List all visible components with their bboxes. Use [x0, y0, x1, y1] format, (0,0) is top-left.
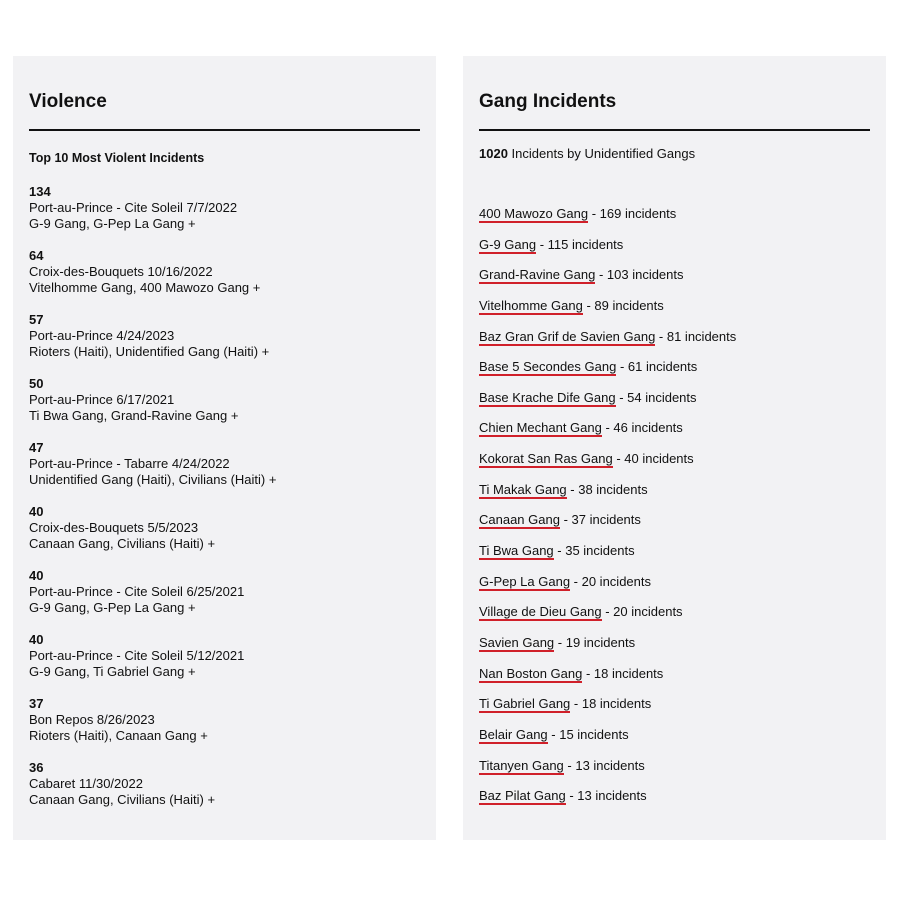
- incident-actors[interactable]: Canaan Gang, Civilians (Haiti) +: [29, 792, 216, 807]
- gang-incident-count: - 13 incidents: [563, 757, 645, 773]
- unidentified-label: Incidents by Unidentified Gangs: [507, 146, 696, 161]
- violence-panel: [13, 56, 436, 840]
- gang-list-item: [479, 267, 736, 298]
- incident-actors[interactable]: Rioters (Haiti), Unidentified Gang (Haiti) +: [29, 344, 270, 359]
- unidentified-count: 1020: [479, 146, 508, 161]
- incident-actors[interactable]: Vitelhomme Gang, 400 Mawozo Gang +: [29, 280, 261, 295]
- incident-item: [29, 376, 276, 440]
- gang-incident-count: - 13 incidents: [565, 788, 647, 804]
- incident-fatalities: 57: [29, 312, 44, 327]
- incident-fatalities: 40: [29, 632, 44, 647]
- incident-item: [29, 248, 276, 312]
- incident-location: Bon Repos 8/26/2023: [29, 712, 155, 727]
- gang-link[interactable]: Ti Bwa Gang: [479, 543, 554, 559]
- gang-link[interactable]: Titanyen Gang: [479, 757, 564, 773]
- incident-item: [29, 696, 276, 760]
- incident-item: [29, 632, 276, 696]
- incident-location: Port-au-Prince 4/24/2023: [29, 328, 175, 343]
- gang-link[interactable]: Savien Gang: [479, 634, 555, 650]
- incident-item: [29, 312, 276, 376]
- incident-actors[interactable]: Canaan Gang, Civilians (Haiti) +: [29, 536, 216, 551]
- incident-actors[interactable]: G-9 Gang, Ti Gabriel Gang +: [29, 664, 196, 679]
- gang-incident-count: - 19 incidents: [554, 634, 636, 650]
- gang-list-item: [479, 451, 736, 482]
- incident-actors[interactable]: G-9 Gang, G-Pep La Gang +: [29, 216, 196, 231]
- gang-incident-count: - 54 incidents: [615, 389, 697, 405]
- gang-incident-count: - 18 incidents: [582, 665, 664, 681]
- incident-location: Croix-des-Bouquets 5/5/2023: [29, 520, 199, 535]
- gang-incident-count: - 35 incidents: [553, 543, 635, 559]
- gang-list-item: [479, 482, 736, 513]
- gang-incident-count: - 61 incidents: [616, 359, 698, 375]
- incident-fatalities: 37: [29, 696, 44, 711]
- gang-link[interactable]: Kokorat San Ras Gang: [479, 451, 613, 467]
- gang-list-item: [479, 666, 736, 697]
- gang-list: [479, 206, 736, 819]
- incident-fatalities: 40: [29, 568, 44, 583]
- incident-fatalities: 50: [29, 376, 44, 391]
- gang-list-item: [479, 758, 736, 789]
- incident-location: Port-au-Prince - Cite Soleil 5/12/2021: [29, 648, 245, 663]
- incident-item: [29, 184, 276, 248]
- violence-title: Violence: [29, 91, 107, 112]
- gang-incident-count: - 20 incidents: [570, 573, 651, 589]
- incident-location: Cabaret 11/30/2022: [29, 776, 143, 791]
- gang-incident-count: - 115 incidents: [536, 236, 624, 252]
- incident-location: Port-au-Prince - Cite Soleil 6/25/2021: [29, 584, 245, 599]
- gang-link[interactable]: Village de Dieu Gang: [479, 604, 602, 620]
- gang-list-item: [479, 696, 736, 727]
- unidentified-gangs-summary: [479, 146, 695, 162]
- gang-incident-count: - 15 incidents: [547, 726, 629, 742]
- gang-link[interactable]: Ti Makak Gang: [479, 481, 567, 497]
- gang-link[interactable]: Baz Pilat Gang: [479, 788, 566, 804]
- gang-list-item: [479, 727, 736, 758]
- gang-list-item: [479, 788, 736, 819]
- incident-location: Croix-des-Bouquets 10/16/2022: [29, 264, 213, 279]
- incident-item: [29, 440, 276, 504]
- gang-list-item: [479, 359, 736, 390]
- gang-list-item: [479, 635, 736, 666]
- gang-link[interactable]: Ti Gabriel Gang: [479, 696, 571, 712]
- gang-link[interactable]: Vitelhomme Gang: [479, 297, 583, 313]
- incident-item: [29, 568, 276, 632]
- gang-link[interactable]: Nan Boston Gang: [479, 665, 583, 681]
- gang-incident-count: - 18 incidents: [570, 696, 652, 712]
- gang-link[interactable]: Baz Gran Grif de Savien Gang: [479, 328, 656, 344]
- gang-incident-count: - 46 incidents: [601, 420, 683, 436]
- incident-actors[interactable]: G-9 Gang, G-Pep La Gang +: [29, 600, 196, 615]
- gang-link[interactable]: Base 5 Secondes Gang: [479, 359, 617, 375]
- incident-location: Port-au-Prince 6/17/2021: [29, 392, 175, 407]
- gang-incident-count: - 20 incidents: [601, 604, 683, 620]
- gang-link[interactable]: Belair Gang: [479, 726, 548, 742]
- incident-location: Port-au-Prince - Cite Soleil 7/7/2022: [29, 200, 238, 215]
- gang-link[interactable]: G-9 Gang: [479, 236, 537, 252]
- incident-list: [29, 184, 276, 824]
- violence-divider: [29, 129, 420, 131]
- incident-fatalities: 40: [29, 504, 44, 519]
- gang-list-item: [479, 604, 736, 635]
- gang-list-item: [479, 420, 736, 451]
- incident-fatalities: 64: [29, 248, 44, 263]
- gang-incident-count: - 37 incidents: [559, 512, 641, 528]
- incident-location: Port-au-Prince - Tabarre 4/24/2022: [29, 456, 230, 471]
- incident-actors[interactable]: Rioters (Haiti), Canaan Gang +: [29, 728, 208, 743]
- gang-link[interactable]: 400 Mawozo Gang: [479, 206, 589, 221]
- gang-incidents-divider: [479, 129, 870, 131]
- incident-actors[interactable]: Unidentified Gang (Haiti), Civilians (Haiti) +: [29, 472, 277, 487]
- top-incidents-heading: Top 10 Most Violent Incidents: [29, 151, 205, 165]
- incident-fatalities: 36: [29, 760, 44, 775]
- gang-list-item: [479, 298, 736, 329]
- gang-link[interactable]: Canaan Gang: [479, 512, 560, 528]
- gang-list-item: [479, 574, 736, 605]
- gang-list-item: [479, 329, 736, 360]
- incident-item: [29, 504, 276, 568]
- gang-link[interactable]: Grand-Ravine Gang: [479, 267, 596, 283]
- gang-incident-count: - 38 incidents: [566, 481, 648, 497]
- gang-incident-count: - 89 incidents: [582, 297, 664, 313]
- gang-incident-count: - 40 incidents: [612, 451, 694, 467]
- gang-link[interactable]: G-Pep La Gang: [479, 573, 571, 589]
- gang-list-item: [479, 237, 736, 268]
- gang-list-item: [479, 206, 736, 237]
- incident-item: [29, 760, 276, 824]
- gang-link[interactable]: Base Krache Dife Gang: [479, 389, 616, 405]
- gang-incidents-panel: [463, 56, 886, 840]
- incident-fatalities: 47: [29, 440, 44, 455]
- incident-actors[interactable]: Ti Bwa Gang, Grand-Ravine Gang +: [29, 408, 239, 423]
- gang-incidents-title: Gang Incidents: [479, 91, 617, 112]
- gang-incident-count: - 103 incidents: [595, 267, 684, 283]
- gang-link[interactable]: Chien Mechant Gang: [479, 420, 602, 436]
- gang-list-item: [479, 543, 736, 574]
- gang-list-item: [479, 390, 736, 421]
- gang-list-item: [479, 512, 736, 543]
- incident-fatalities: 134: [29, 184, 51, 199]
- gang-incident-count: - 81 incidents: [655, 328, 737, 344]
- gang-incident-count: - 169 incidents: [588, 206, 677, 221]
